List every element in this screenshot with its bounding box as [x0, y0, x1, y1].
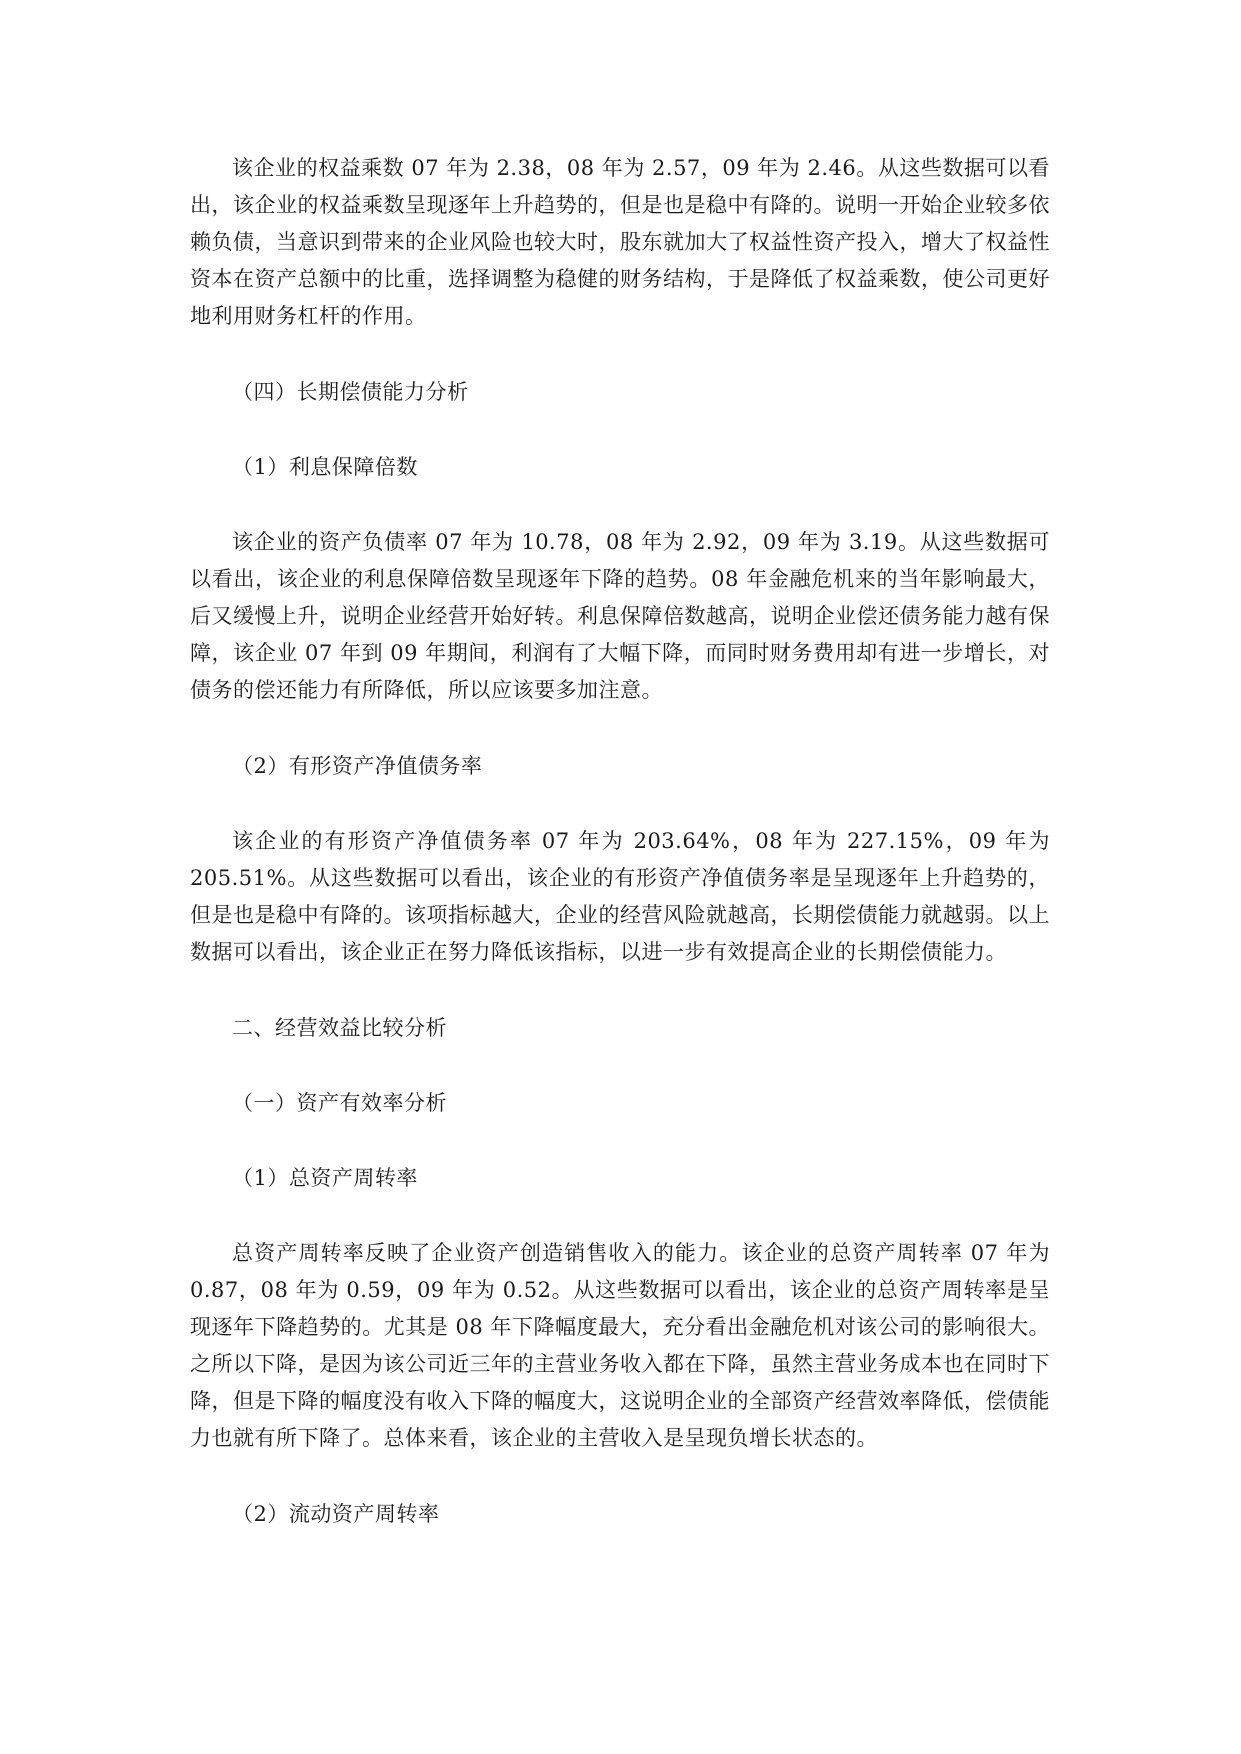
paragraph-equity-multiplier: 该企业的权益乘数 07 年为 2.38，08 年为 2.57，09 年为 2.46。从这些数据可以看出，该企业的权益乘数呈现逐年上升趋势的，但是也是稳中有降的。说明一开始企业较多依赖负债，当意识到带来的企业风险也较大时，股东就加大了权益性资产投入，增大了权益性资本在资产总额中的比重，选择调整为稳健的财务结构，于是降低了权益乘数，使公司更好地利用财务杠杆的作用。	[190, 156, 1050, 328]
heading-total-asset-turnover: （1）总资产周转率	[232, 1166, 418, 1190]
heading-long-term-solvency: （四）长期偿债能力分析	[232, 380, 469, 404]
paragraph-total-asset-turnover: 总资产周转率反映了企业资产创造销售收入的能力。该企业的总资产周转率 07 年为 0.87，08 年为 0.59，09 年为 0.52。从这些数据可以看出，该企业的总资产周转率是呈现逐年下降趋势的。尤其是 08 年下降幅度最大，充分看出金融危机对该公司的影响很大。之所以下降，是因为该公司近三年的主营业务收入都在下降，虽然主营业务成本也在同时下降，但是下降的幅度没有收入下降的幅度大，这说明企业的全部资产经营效率降低，偿债能力也就有所下降了。总体来看，该企业的主营收入是呈现负增长状态的。	[190, 1241, 1050, 1450]
paragraph-interest-coverage: 该企业的资产负债率 07 年为 10.78，08 年为 2.92，09 年为 3.19。从这些数据可以看出，该企业的利息保障倍数呈现逐年下降的趋势。08 年金融危机来的当年影响最大，后又缓慢上升，说明企业经营开始好转。利息保障倍数越高，说明企业偿还债务能力越有保障，该企业 07 年到 09 年期间，利润有了大幅下降，而同时财务费用却有进一步增长，对债务的偿还能力有所降低，所以应该要多加注意。	[190, 530, 1050, 702]
heading-operating-efficiency: 二、经营效益比较分析	[232, 1016, 447, 1040]
heading-interest-coverage: （1）利息保障倍数	[232, 455, 418, 479]
heading-asset-efficiency: （一）资产有效率分析	[232, 1091, 447, 1115]
heading-tangible-net-worth-debt-ratio: （2）有形资产净值债务率	[232, 754, 483, 778]
heading-current-asset-turnover: （2）流动资产周转率	[232, 1502, 440, 1526]
document-page	[190, 150, 1050, 1533]
paragraph-tangible-net-worth-debt-ratio: 该企业的有形资产净值债务率 07 年为 203.64%，08 年为 227.15%，09 年为 205.51%。从这些数据可以看出，该企业的有形资产净值债务率是呈现逐年上升趋势的，但是也是稳中有降的。该项指标越大，企业的经营风险就越高，长期偿债能力就越弱。以上数据可以看出，该企业正在努力降低该指标，以进一步有效提高企业的长期偿债能力。	[190, 829, 1050, 964]
